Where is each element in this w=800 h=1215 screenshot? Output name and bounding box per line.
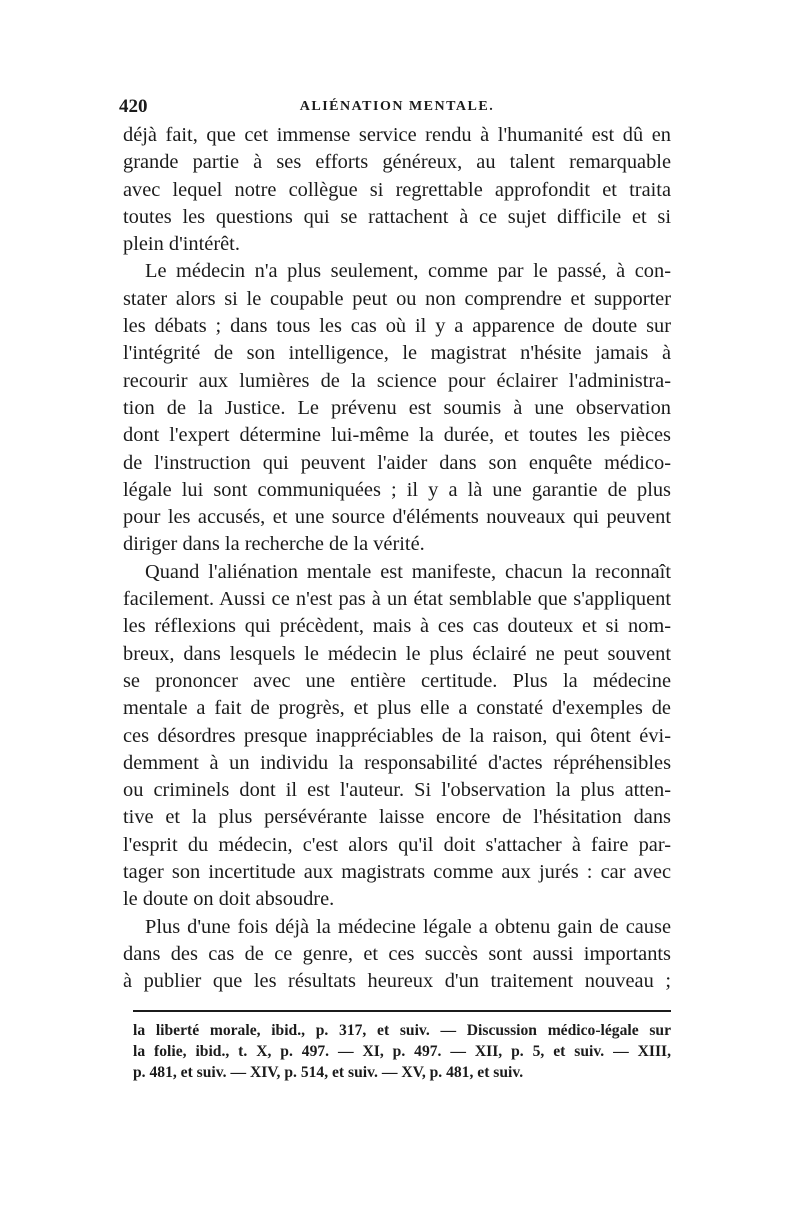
footnote-line: p. 481, et suiv. — XIV, p. 514, et suiv. — XV, p. 481, et suiv. <box>133 1063 524 1081</box>
footnote-line: la folie, ibid., t. X, p. 497. — XI, p. 497. — XII, p. 5, et suiv. — XIII, <box>133 1042 671 1060</box>
footnote-line: la liberté morale, ibid., p. 317, et suiv. — Discussion médico-légale sur <box>133 1021 671 1039</box>
text-line: avec lequel notre collègue si regrettable approfondit et traita <box>123 178 671 201</box>
text-line: demment à un individu la responsabilité d'actes répréhensibles <box>123 751 671 774</box>
text-line: les réflexions qui précèdent, mais à ces cas douteux et si nom- <box>123 615 671 638</box>
text-line: ou criminels dont il est l'auteur. Si l'observation la plus atten- <box>123 779 671 802</box>
text-line: légale lui sont communiquées ; il y a là une garantie de plus <box>123 478 671 501</box>
text-line: de l'instruction qui peuvent l'aider dans son enquête médico- <box>123 451 671 474</box>
text-line: l'esprit du médecin, c'est alors qu'il doit s'attacher à faire par- <box>123 833 671 856</box>
text-line: Plus d'une fois déjà la médecine légale a obtenu gain de cause <box>145 915 671 938</box>
footnote-divider <box>133 1010 671 1012</box>
text-line: facilement. Aussi ce n'est pas à un état semblable que s'appliquent <box>123 588 671 611</box>
text-line: mentale a fait de progrès, et plus elle a constaté d'exemples de <box>123 697 671 720</box>
text-line: grande partie à ses efforts généreux, au talent remarquable <box>123 151 671 174</box>
text-line: breux, dans lesquels le médecin le plus éclairé ne peut souvent <box>123 642 671 665</box>
text-line: ces désordres presque inappréciables de la raison, qui ôtent évi- <box>123 724 671 747</box>
text-line: le doute on doit absoudre. <box>123 888 335 911</box>
footnotes <box>123 1020 671 1083</box>
text-line: déjà fait, que cet immense service rendu à l'humanité est dû en <box>123 124 671 146</box>
text-line: pour les accusés, et une source d'éléments nouveaux qui peuvent <box>123 506 671 529</box>
text-line: se prononcer avec une entière certitude. Plus la médecine <box>123 669 671 692</box>
text-line: l'intégrité de son intelligence, le magistrat n'hésite jamais à <box>123 342 671 365</box>
running-title: ALIÉNATION MENTALE. <box>299 99 495 114</box>
text-line: recourir aux lumières de la science pour éclairer l'administra- <box>123 369 671 392</box>
book-page <box>119 96 671 1083</box>
text-line: tion de la Justice. Le prévenu est soumis à une observation <box>123 396 671 419</box>
text-line: dont l'expert détermine lui-même la durée, et toutes les pièces <box>123 424 671 447</box>
text-line: Le médecin n'a plus seulement, comme par le passé, à con- <box>145 260 671 283</box>
page-header <box>119 96 671 120</box>
text-line: plein d'intérêt. <box>123 233 240 256</box>
text-line: stater alors si le coupable peut ou non comprendre et supporter <box>123 287 671 310</box>
text-line: tive et la plus persévérante laisse encore de l'hésitation dans <box>123 806 671 829</box>
text-line: toutes les questions qui se rattachent à ce sujet difficile et si <box>123 205 671 228</box>
text-line: à publier que les résultats heureux d'un traitement nouveau ; <box>123 970 671 993</box>
text-line: Quand l'aliénation mentale est manifeste, chacun la reconnaît <box>145 560 671 583</box>
page-number: 420 <box>119 96 148 117</box>
body-text <box>123 122 671 996</box>
text-line: diriger dans la recherche de la vérité. <box>123 533 425 556</box>
text-line: tager son incertitude aux magistrats comme aux jurés : car avec <box>123 861 671 884</box>
text-line: dans des cas de ce genre, et ces succès sont aussi importants <box>123 942 671 965</box>
text-line: les débats ; dans tous les cas où il y a apparence de doute sur <box>123 315 671 338</box>
